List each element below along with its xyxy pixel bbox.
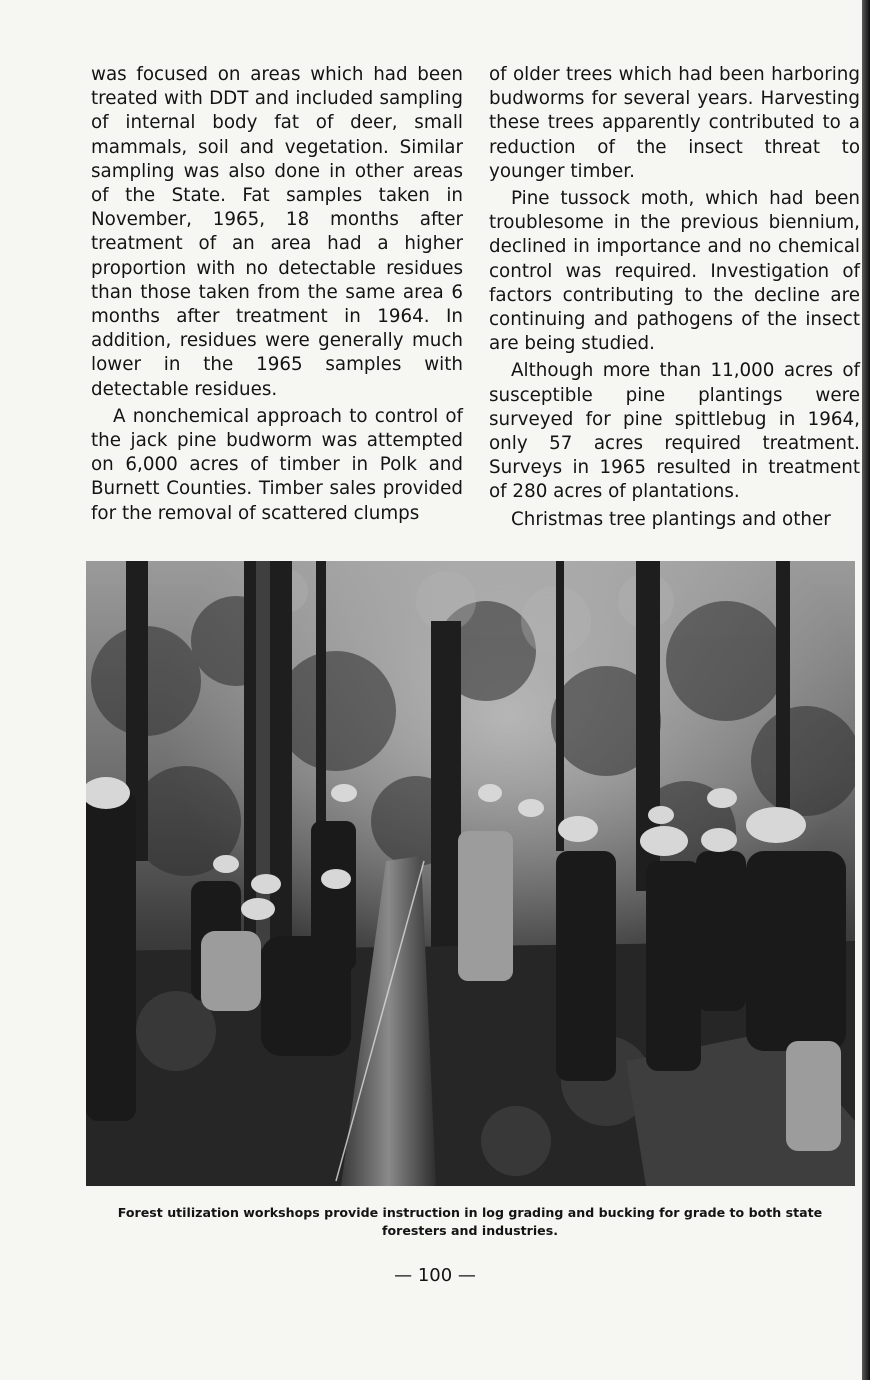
page-number: — 100 —	[394, 1265, 476, 1286]
text-column-right	[489, 63, 860, 535]
paragraph: A nonchemical approach to control of the jack pine budworm was attempted on 6,000 acres of timber in Polk and Burnett Counties. Timber sales provided for the removal of scattered clumps	[91, 405, 463, 524]
paragraph: Christmas tree plantings and other	[511, 508, 831, 530]
forest-workshop-photo	[86, 561, 855, 1186]
text-column-left	[91, 63, 463, 529]
paragraph: of older trees which had been harboring budworms for several years. Harvesting these trees apparently contributed to a reduction of the insect threat to younger timber.	[489, 64, 860, 182]
page-edge-shadow	[862, 0, 870, 1380]
paragraph: Although more than 11,000 acres of susceptible pine plantings were surveyed for pine spittlebug in 1964, only 57 acres required treatment. Surveys in 1965 resulted in treatment of 280 acres of plantations.	[489, 360, 860, 503]
photo-caption: Forest utilization workshops provide instruction in log grading and bucking for grade to both state foresters and industries.	[117, 1205, 823, 1238]
paragraph: Pine tussock moth, which had been troublesome in the previous biennium, declined in importance and no chemical control was required. Investigation of factors contributing to the decline are continuing and pathogens of the insect are being studied.	[489, 188, 860, 355]
paragraph: was focused on areas which had been treated with DDT and included sampling of internal body fat of deer, small mammals, soil and vegetation. Similar sampling was also done in other areas of the State. Fat samples taken in November, 1965, 18 months after treatment of an area had a higher proportion with no detectable residues than those taken from the same area 6 months after treatment in 1964. In addition, residues were generally much lower in the 1965 samples with detectable residues.	[91, 64, 463, 400]
